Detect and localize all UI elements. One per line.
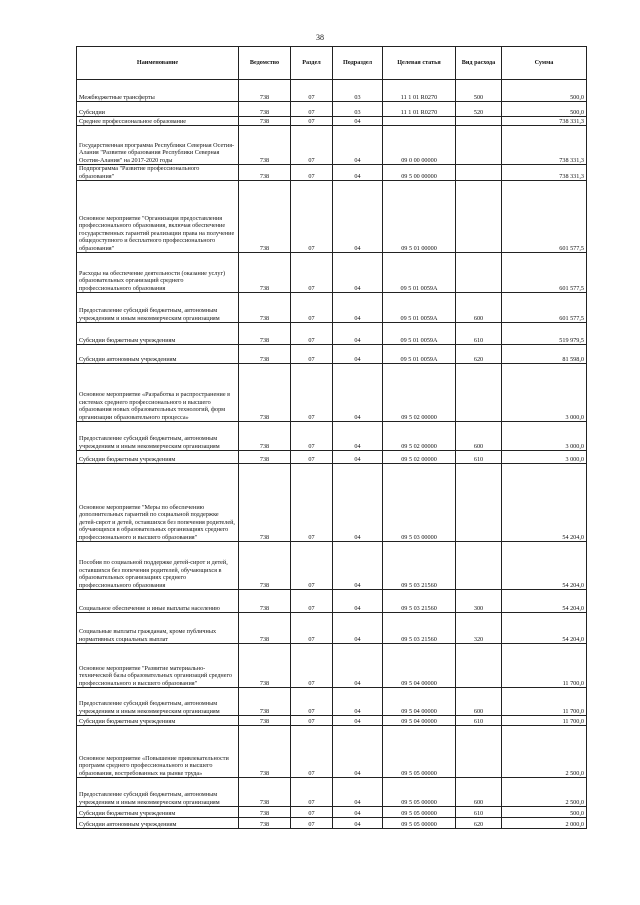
cell-name: Социальное обеспечение и иные выплаты населению [77,590,239,613]
cell-name: Основное мероприятие "Меры по обеспечению дополнительных гарантий по социальной поддержке детей-сирот и детей, оставшихся без попечения родителей, обучающихся в образовательных организациях среднего профессионального и высшего образования" [77,464,239,542]
cell-podrazdel: 04 [333,422,383,451]
cell-name: Предоставление субсидий бюджетным, автономным учреждениям и иным некоммерческим организациям [77,688,239,716]
cell-podrazdel: 04 [333,613,383,644]
header-celevaya: Целевая статья [383,47,456,80]
cell-summa: 500,0 [502,102,587,117]
cell-name: Субсидии бюджетным учреждениям [77,807,239,818]
cell-summa: 2 000,0 [502,818,587,829]
cell-podrazdel: 04 [333,293,383,323]
cell-razdel: 07 [291,293,333,323]
cell-podrazdel: 04 [333,644,383,688]
cell-celevaya: 09 5 02 00000 [383,422,456,451]
table-row [77,464,587,542]
cell-vid [456,165,502,181]
cell-celevaya: 09 5 02 00000 [383,364,456,422]
cell-summa: 601 577,5 [502,293,587,323]
table-row [77,613,587,644]
cell-name: Предоставление субсидий бюджетным, автономным учреждениям и иным некоммерческим организациям [77,778,239,807]
cell-podrazdel: 04 [333,253,383,293]
cell-podrazdel: 04 [333,364,383,422]
cell-name: Государственная программа Республики Северная Осетия-Алания "Развитие образования Республики Северная Осетия-Алания" на 2017-2020 годы [77,126,239,165]
cell-ved: 738 [239,590,291,613]
cell-ved: 738 [239,323,291,345]
cell-name: Субсидии автономным учреждениям [77,345,239,364]
table-row [77,818,587,829]
cell-vid: 610 [456,716,502,726]
cell-summa: 11 700,0 [502,688,587,716]
cell-summa: 738 331,3 [502,165,587,181]
cell-razdel: 07 [291,451,333,464]
cell-ved: 738 [239,688,291,716]
cell-razdel: 07 [291,165,333,181]
cell-summa: 11 700,0 [502,644,587,688]
table-body [77,80,587,829]
table-row [77,542,587,590]
cell-ved: 738 [239,542,291,590]
cell-celevaya: 09 5 01 0059А [383,253,456,293]
cell-name: Субсидии автономным учреждениям [77,818,239,829]
cell-ved: 738 [239,807,291,818]
table-row [77,688,587,716]
table-header-row [77,47,587,80]
table-row [77,716,587,726]
cell-podrazdel: 04 [333,542,383,590]
cell-celevaya: 09 5 01 00000 [383,181,456,253]
cell-summa: 500,0 [502,80,587,102]
cell-vid [456,644,502,688]
cell-razdel: 07 [291,778,333,807]
cell-vid [456,117,502,126]
cell-summa: 81 598,0 [502,345,587,364]
page-number: 38 [316,33,324,42]
cell-vid: 500 [456,80,502,102]
cell-celevaya: 09 5 03 00000 [383,464,456,542]
cell-celevaya: 09 5 05 00000 [383,726,456,778]
cell-summa: 500,0 [502,807,587,818]
cell-razdel: 07 [291,464,333,542]
cell-razdel: 07 [291,542,333,590]
cell-ved: 738 [239,778,291,807]
table-row [77,807,587,818]
cell-podrazdel: 04 [333,726,383,778]
cell-vid [456,126,502,165]
cell-vid [456,253,502,293]
cell-ved: 738 [239,613,291,644]
cell-celevaya: 09 5 04 00000 [383,716,456,726]
cell-ved: 738 [239,253,291,293]
table-row [77,80,587,102]
cell-name: Подпрограмма "Развитие профессионального образования" [77,165,239,181]
cell-celevaya: 09 5 05 00000 [383,778,456,807]
cell-podrazdel: 04 [333,451,383,464]
cell-vid: 610 [456,451,502,464]
cell-vid: 320 [456,613,502,644]
cell-name: Предоставление субсидий бюджетным, автономным учреждениям и иным некоммерческим организациям [77,293,239,323]
cell-podrazdel: 04 [333,716,383,726]
cell-name: Предоставление субсидий бюджетным, автономным учреждениям и иным некоммерческим организациям [77,422,239,451]
cell-celevaya: 11 1 01 R0270 [383,102,456,117]
cell-celevaya: 11 1 01 R0270 [383,80,456,102]
cell-summa: 2 500,0 [502,778,587,807]
cell-podrazdel: 04 [333,165,383,181]
cell-celevaya: 09 0 00 00000 [383,126,456,165]
cell-celevaya: 09 5 03 21560 [383,542,456,590]
cell-celevaya: 09 5 04 00000 [383,688,456,716]
cell-summa: 2 500,0 [502,726,587,778]
cell-podrazdel: 04 [333,818,383,829]
header-name: Наименование [77,47,239,80]
cell-celevaya: 09 5 04 00000 [383,644,456,688]
cell-celevaya: 09 5 05 00000 [383,818,456,829]
cell-ved: 738 [239,451,291,464]
cell-ved: 738 [239,422,291,451]
cell-podrazdel: 04 [333,117,383,126]
cell-name: Среднее профессиональное образование [77,117,239,126]
cell-celevaya: 09 5 00 00000 [383,165,456,181]
table-row [77,590,587,613]
cell-razdel: 07 [291,253,333,293]
cell-podrazdel: 04 [333,345,383,364]
cell-podrazdel: 04 [333,807,383,818]
budget-table [76,46,587,829]
cell-vid [456,464,502,542]
cell-summa: 54 204,0 [502,590,587,613]
cell-name: Основное мероприятие "Организация предоставления профессионального образования, включая обеспечение государственных гарантий реализации права на получение общедоступного и бесплатного профессионального образования" [77,181,239,253]
table-row [77,117,587,126]
cell-name: Основное мероприятие «Разработка и распространение в системах среднего профессионального и высшего образования новых образовательных технологий, форм организации образовательного процесса» [77,364,239,422]
cell-ved: 738 [239,80,291,102]
cell-ved: 738 [239,364,291,422]
cell-name: Субсидии бюджетным учреждениям [77,323,239,345]
cell-ved: 738 [239,293,291,323]
cell-vid: 600 [456,688,502,716]
cell-podrazdel: 03 [333,102,383,117]
cell-ved: 738 [239,644,291,688]
cell-vid [456,726,502,778]
cell-razdel: 07 [291,181,333,253]
cell-ved: 738 [239,117,291,126]
cell-summa: 54 204,0 [502,613,587,644]
cell-celevaya: 09 5 01 0059А [383,345,456,364]
cell-vid: 620 [456,818,502,829]
cell-name: Пособия по социальной поддержке детей-сирот и детей, оставшихся без попечения родителей, обучающихся в образовательных организациях среднего профессионального образования [77,542,239,590]
cell-summa: 3 000,0 [502,451,587,464]
cell-podrazdel: 04 [333,181,383,253]
cell-razdel: 07 [291,117,333,126]
cell-vid [456,364,502,422]
cell-razdel: 07 [291,345,333,364]
cell-celevaya [383,117,456,126]
cell-podrazdel: 03 [333,80,383,102]
cell-summa: 54 204,0 [502,542,587,590]
cell-name: Субсидии бюджетным учреждениям [77,451,239,464]
cell-summa: 3 000,0 [502,422,587,451]
header-ved: Ведомство [239,47,291,80]
table-row [77,102,587,117]
cell-vid [456,542,502,590]
cell-razdel: 07 [291,126,333,165]
cell-summa: 738 331,3 [502,117,587,126]
cell-razdel: 07 [291,688,333,716]
cell-vid: 300 [456,590,502,613]
cell-celevaya: 09 5 05 00000 [383,807,456,818]
header-razdel: Раздел [291,47,333,80]
cell-name: Субсидии бюджетным учреждениям [77,716,239,726]
cell-ved: 738 [239,464,291,542]
cell-podrazdel: 04 [333,590,383,613]
cell-name: Межбюджетные трансферты [77,80,239,102]
cell-summa: 738 331,3 [502,126,587,165]
cell-razdel: 07 [291,80,333,102]
table-row [77,126,587,165]
cell-ved: 738 [239,726,291,778]
cell-ved: 738 [239,126,291,165]
cell-summa: 601 577,5 [502,181,587,253]
cell-ved: 738 [239,165,291,181]
table-row [77,345,587,364]
table-row [77,165,587,181]
cell-vid: 600 [456,422,502,451]
cell-razdel: 07 [291,818,333,829]
cell-summa: 601 577,5 [502,253,587,293]
cell-name: Субсидии [77,102,239,117]
cell-celevaya: 09 5 03 21560 [383,613,456,644]
table-row [77,726,587,778]
cell-razdel: 07 [291,613,333,644]
cell-vid: 600 [456,778,502,807]
header-podrazdel: Подраздел [333,47,383,80]
table-row [77,293,587,323]
cell-vid: 610 [456,807,502,818]
cell-podrazdel: 04 [333,688,383,716]
cell-name: Расходы на обеспечение деятельности (оказание услуг) образовательных организаций среднего профессионального образования [77,253,239,293]
table-row [77,422,587,451]
cell-razdel: 07 [291,590,333,613]
table-row [77,181,587,253]
cell-podrazdel: 04 [333,464,383,542]
cell-celevaya: 09 5 02 00000 [383,451,456,464]
table-row [77,253,587,293]
cell-ved: 738 [239,181,291,253]
cell-ved: 738 [239,102,291,117]
table-row [77,644,587,688]
table-row [77,323,587,345]
cell-razdel: 07 [291,364,333,422]
table-row [77,778,587,807]
cell-celevaya: 09 5 01 0059А [383,323,456,345]
header-summa: Сумма [502,47,587,80]
cell-name: Основное мероприятие "Развитие материально-технической базы образовательных организаций среднего профессионального и высшего образования" [77,644,239,688]
cell-razdel: 07 [291,726,333,778]
cell-vid: 520 [456,102,502,117]
cell-podrazdel: 04 [333,126,383,165]
cell-summa: 54 204,0 [502,464,587,542]
table-row [77,451,587,464]
cell-razdel: 07 [291,807,333,818]
cell-ved: 738 [239,818,291,829]
cell-name: Социальные выплаты гражданам, кроме публичных нормативных социальных выплат [77,613,239,644]
cell-razdel: 07 [291,422,333,451]
cell-razdel: 07 [291,323,333,345]
cell-summa: 519 979,5 [502,323,587,345]
cell-name: Основное мероприятие «Повышение привлекательности программ среднего профессионального и высшего образования, востребованных на рынке труда» [77,726,239,778]
cell-razdel: 07 [291,644,333,688]
cell-celevaya: 09 5 03 21560 [383,590,456,613]
cell-vid: 620 [456,345,502,364]
cell-razdel: 07 [291,102,333,117]
cell-summa: 3 000,0 [502,364,587,422]
cell-vid: 610 [456,323,502,345]
cell-podrazdel: 04 [333,323,383,345]
table-row [77,364,587,422]
cell-ved: 738 [239,345,291,364]
cell-razdel: 07 [291,716,333,726]
cell-vid [456,181,502,253]
cell-vid: 600 [456,293,502,323]
header-vid: Вид расхода [456,47,502,80]
cell-summa: 11 700,0 [502,716,587,726]
cell-celevaya: 09 5 01 0059А [383,293,456,323]
cell-ved: 738 [239,716,291,726]
cell-podrazdel: 04 [333,778,383,807]
